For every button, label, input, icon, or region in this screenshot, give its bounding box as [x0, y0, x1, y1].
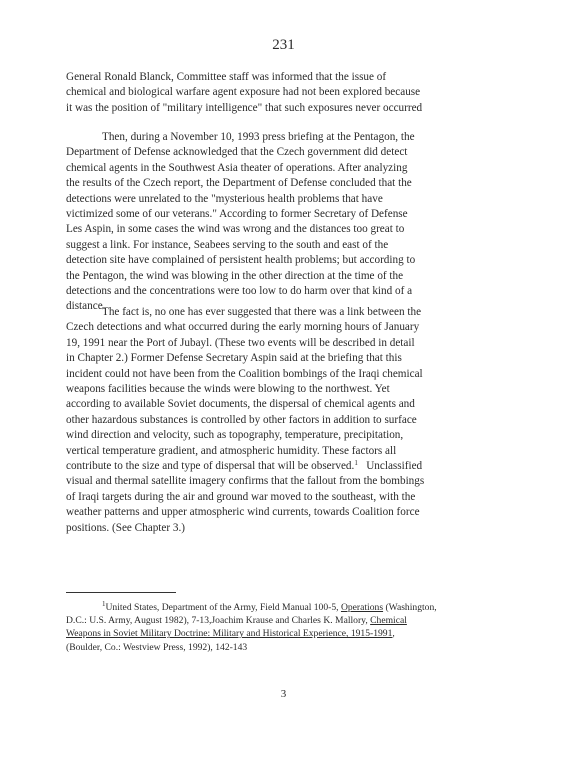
footnote-text: United States, Department of the Army, Field Manual 100-5, [105, 602, 341, 613]
text-line: weapons facilities because the winds were blowing to the northwest. Yet [66, 383, 390, 396]
page-number-top: 231 [272, 37, 295, 53]
text-line-body: contribute to the size and type of dispersal that will be observed. [66, 460, 355, 473]
text-line: The fact is, no one has ever suggested that there was a link between the [102, 306, 422, 318]
text-line: Czech detections and what occurred during the early morning hours of January [66, 321, 420, 334]
footnote-text: D.C.: U.S. Army, August 1982), 7-13,Joachim Krause and Charles K. Mallory, [66, 615, 371, 627]
text-line: Les Aspin, in some cases the wind was wrong and the distances too great to [66, 223, 405, 236]
text-line: General Ronald Blanck, Committee staff was informed that the issue of [66, 71, 387, 83]
footnote-text: (Washington, [383, 602, 437, 613]
paragraph-1 [66, 70, 516, 116]
text-line: distance. [66, 300, 106, 313]
footnote-marker: 1 [102, 600, 106, 608]
text-line: wind direction and velocity, such as topography, temperature, precipitation, [66, 429, 404, 442]
text-line: Department of Defense acknowledged that the Czech government did detect [66, 146, 408, 159]
text-line: other hazardous substances is controlled by other factors in addition to surface [66, 413, 417, 426]
text-line: according to available Soviet documents, the dispersal of chemical agents and [66, 398, 415, 411]
text-line: detection site have complained of persistent health problems; but according to [66, 254, 416, 267]
text-line: of Iraqi targets during the air and ground war moved to the southeast, with the [66, 490, 416, 503]
footnote-line [66, 614, 526, 627]
footnote-text: , [392, 628, 395, 640]
cited-title: Weapons in Soviet Military Doctrine: Military and Historical Experience, 1915-1991 [66, 628, 393, 640]
footnote-reference[interactable]: 1 [354, 459, 358, 468]
paragraph-2 [66, 130, 516, 315]
text-line: in Chapter 2.) Former Defense Secretary Aspin said at the briefing that this [66, 352, 402, 365]
text-line: chemical agents in the Southwest Asia theater of operations. After analyzing [66, 161, 408, 174]
text-line: detections and the concentrations were too low to do harm over that kind of a [66, 285, 413, 298]
text-line: Then, during a November 10, 1993 press briefing at the Pentagon, the [102, 131, 415, 143]
paragraph-3 [66, 305, 516, 536]
text-line: visual and thermal satellite imagery confirms that the fallout from the bombings [66, 475, 425, 488]
cited-title: Chemical [370, 615, 407, 627]
text-line [66, 459, 516, 474]
footnote [66, 601, 526, 654]
footnote-line [66, 627, 526, 640]
text-line: it was the position of "military intelligence" that such exposures never occurred [66, 101, 423, 114]
text-line: the results of the Czech report, the Department of Defense concluded that the [66, 177, 412, 190]
footnote-line [66, 601, 526, 614]
text-line: victimized some of our veterans." According to former Secretary of Defense [66, 208, 408, 221]
text-line: weather patterns and upper atmospheric wind currents, towards Coalition force [66, 506, 420, 519]
text-line: the Pentagon, the wind was blowing in the other direction at the time of the [66, 269, 404, 282]
footnote-divider [66, 592, 176, 593]
footnote-line: (Boulder, Co.: Westview Press, 1992), 142-143 [66, 641, 248, 653]
text-line: incident could not have been from the Coalition bombings of the Iraqi chemical [66, 367, 423, 380]
text-line: 19, 1991 near the Port of Jubayl. (These two events will be described in detail [66, 336, 415, 349]
text-line: detections were unrelated to the "mysterious health problems that have [66, 192, 383, 205]
text-line: suggest a link. For instance, Seabees serving to the south and east of the [66, 238, 389, 251]
text-line: chemical and biological warfare agent exposure had not been explored because [66, 86, 421, 99]
page-number-bottom: 3 [280, 688, 287, 700]
text-line-tail: Unclassified [366, 460, 423, 473]
cited-title: Operations [340, 602, 384, 613]
text-line: vertical temperature gradient, and atmospheric humidity. These factors all [66, 444, 397, 457]
text-line: positions. (See Chapter 3.) [66, 521, 186, 534]
